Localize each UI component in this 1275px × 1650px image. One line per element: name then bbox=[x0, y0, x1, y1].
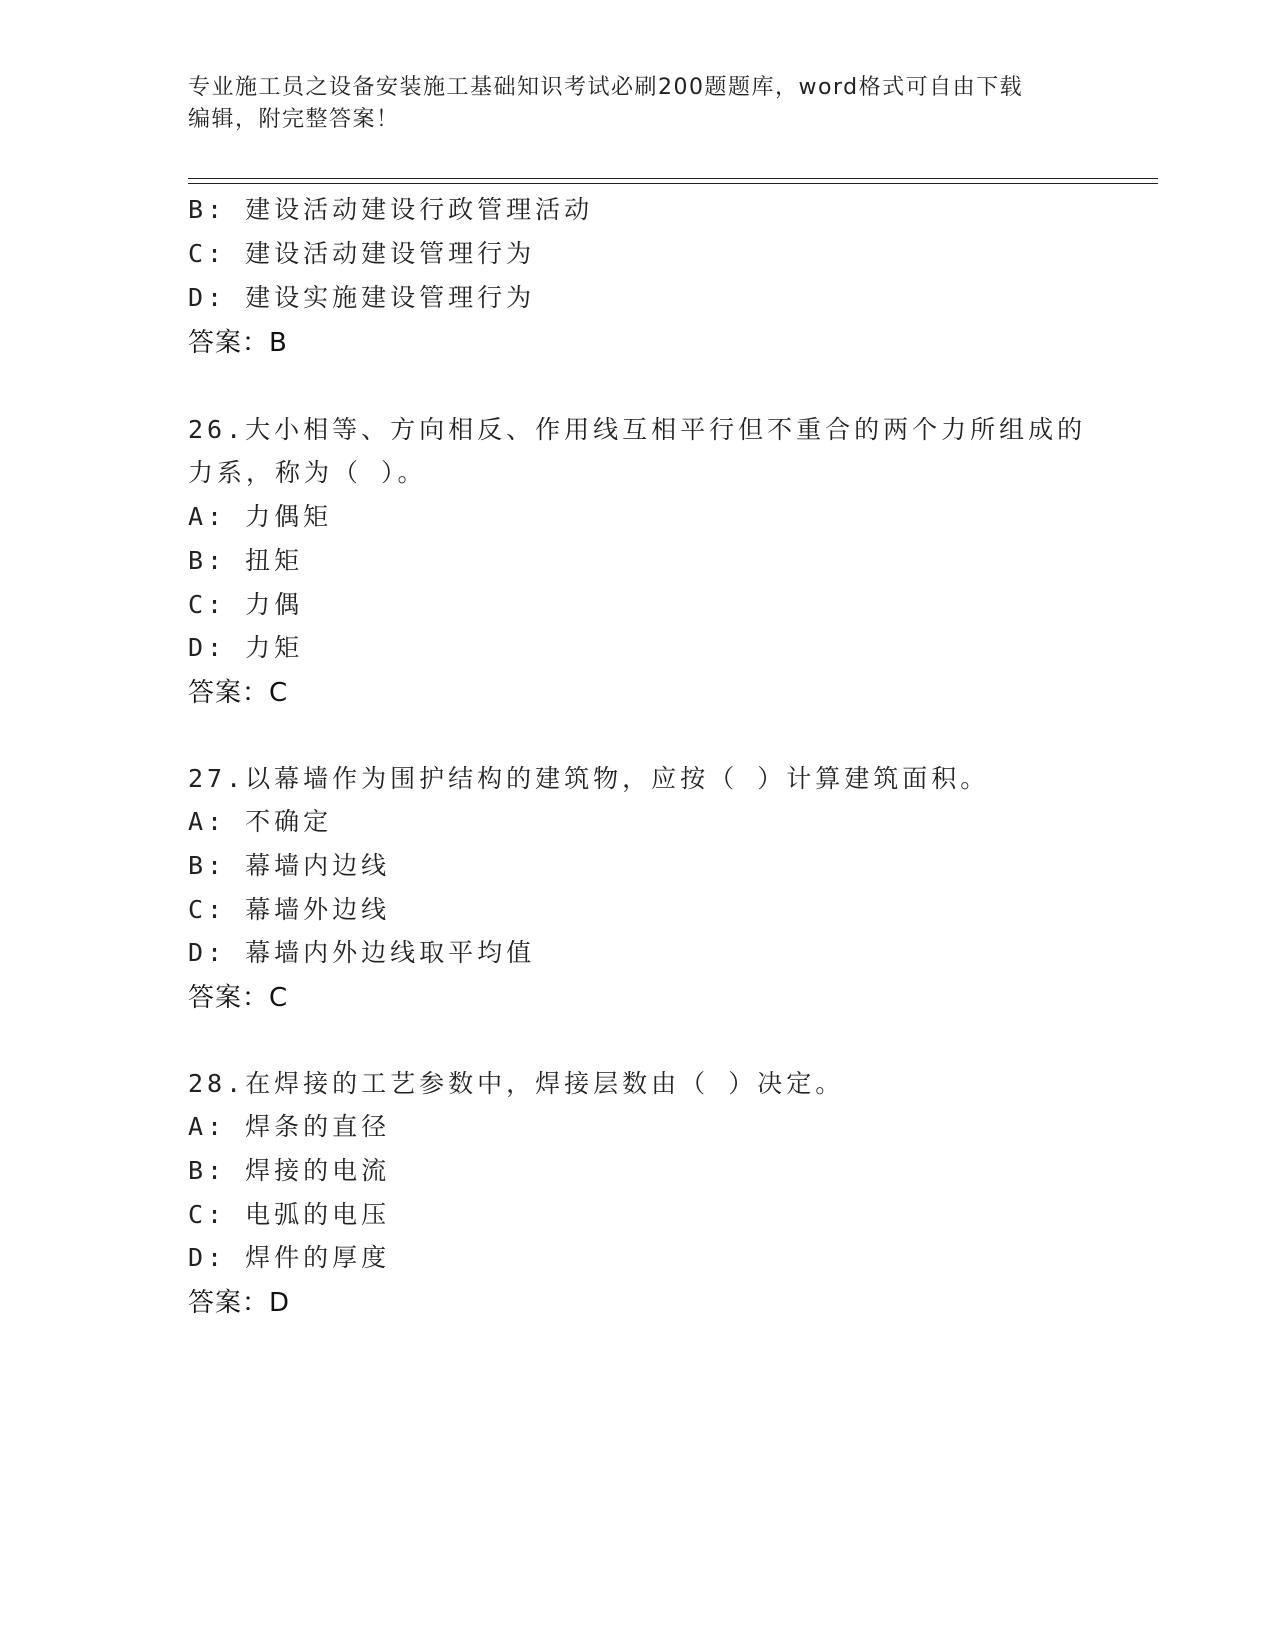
document-header bbox=[188, 72, 1088, 136]
q26-option-a: A: 力偶矩 bbox=[188, 502, 333, 531]
q26-option-b: B: 扭矩 bbox=[188, 546, 304, 575]
header-divider-bottom bbox=[188, 183, 1158, 184]
q26-option-d: D: 力矩 bbox=[188, 633, 304, 662]
q28-option-c: C: 电弧的电压 bbox=[188, 1200, 391, 1229]
q26-stem-line-2: 力系，称为（ ）。 bbox=[188, 458, 427, 487]
q25-option-b: B: 建设活动建设行政管理活动 bbox=[188, 195, 594, 224]
q26-stem-line-1: 26.大小相等、方向相反、作用线互相平行但不重合的两个力所组成的 bbox=[188, 415, 1087, 444]
q28-option-b: B: 焊接的电流 bbox=[188, 1156, 391, 1185]
q26-answer: 答案：C bbox=[188, 678, 289, 708]
q27-option-c: C: 幕墙外边线 bbox=[188, 895, 391, 924]
q27-stem: 27.以幕墙作为围护结构的建筑物，应按（ ）计算建筑面积。 bbox=[188, 764, 990, 793]
header-line-2: 编辑，附完整答案！ bbox=[188, 107, 400, 132]
q27-option-a: A: 不确定 bbox=[188, 807, 333, 836]
q25-option-d: D: 建设实施建设管理行为 bbox=[188, 283, 536, 312]
q28-answer: 答案：D bbox=[188, 1288, 291, 1318]
q27-option-b: B: 幕墙内边线 bbox=[188, 851, 391, 880]
header-divider-top bbox=[188, 178, 1158, 179]
q28-stem: 28.在焊接的工艺参数中，焊接层数由（ ）决定。 bbox=[188, 1069, 845, 1098]
q28-option-d: D: 焊件的厚度 bbox=[188, 1243, 391, 1272]
q27-option-d: D: 幕墙内外边线取平均值 bbox=[188, 938, 536, 967]
q25-answer: 答案：B bbox=[188, 328, 288, 358]
q25-option-c: C: 建设活动建设管理行为 bbox=[188, 239, 536, 268]
q28-option-a: A: 焊条的直径 bbox=[188, 1112, 391, 1141]
q27-answer: 答案：C bbox=[188, 983, 289, 1013]
q26-option-c: C: 力偶 bbox=[188, 590, 304, 619]
header-line-1: 专业施工员之设备安装施工基础知识考试必刷200题题库，word格式可自由下载 bbox=[188, 75, 1024, 100]
